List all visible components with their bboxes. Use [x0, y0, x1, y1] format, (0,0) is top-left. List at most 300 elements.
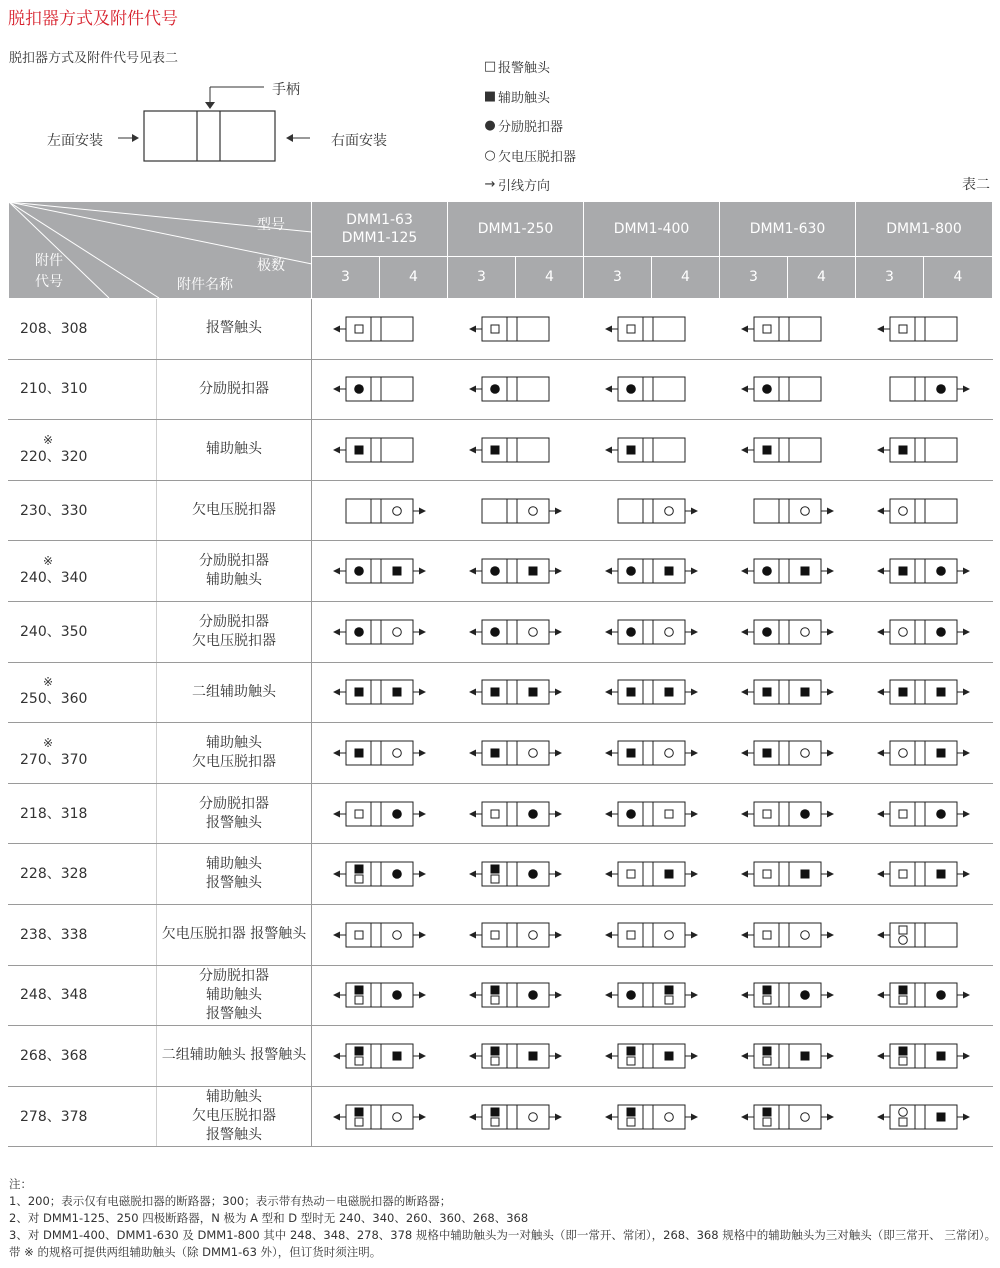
- accessory-code-cell: [9, 601, 157, 662]
- breaker-symbol: [870, 432, 978, 468]
- symbol-cell: [312, 420, 448, 481]
- open-circle-icon: [800, 506, 809, 515]
- accessory-code-cell: [9, 1086, 157, 1147]
- breaker-symbol: [870, 674, 978, 710]
- legend-label: 辅助触头: [498, 90, 551, 106]
- arrow-left-icon: [333, 871, 340, 878]
- symbol-cell: [856, 965, 993, 1026]
- model-name: DMM1-400: [613, 220, 690, 237]
- symbol-cell: [584, 601, 720, 662]
- arrow-left-icon: [605, 446, 612, 453]
- filled-circle-icon: [936, 627, 946, 637]
- pole-count: 3: [312, 256, 380, 298]
- symbol-cell: [584, 783, 720, 844]
- open-square-icon: [899, 1057, 907, 1065]
- open-circle-icon: [392, 1112, 401, 1121]
- arrow-left-icon: [605, 386, 612, 393]
- legend-item: [483, 111, 576, 141]
- filled-circle-icon: [762, 385, 772, 395]
- breaker-symbol: [598, 674, 706, 710]
- accessory-name: 分励脱扣器: [199, 553, 269, 570]
- arrow-left-icon: [469, 749, 476, 756]
- accessory-name: 报警触头: [206, 814, 262, 831]
- arrow-right-icon: [419, 810, 426, 817]
- symbol-cell: [448, 541, 584, 602]
- arrow-right-icon: [963, 1113, 970, 1120]
- accessory-name-cell: [157, 1086, 312, 1147]
- filled-square-icon: [490, 1107, 499, 1116]
- accessory-name: 欠电压脱扣器: [192, 632, 276, 649]
- arrow-left-icon: [605, 810, 612, 817]
- arrow-left-icon: [333, 628, 340, 635]
- arrow-left-icon: [605, 871, 612, 878]
- table-label: 表二: [962, 177, 990, 193]
- arrow-left-icon: [877, 931, 884, 938]
- symbol-cell: [856, 1026, 993, 1087]
- filled-square-icon: [354, 748, 363, 757]
- legend-label: 欠电压脱扣器: [498, 149, 577, 165]
- open-square-icon: [627, 870, 635, 878]
- arrow-right-icon: [555, 1052, 562, 1059]
- arrow-right-icon: [419, 628, 426, 635]
- filled-square-icon: [899, 567, 908, 576]
- breaker-symbol: [734, 735, 842, 771]
- arrow-left-icon: [741, 386, 748, 393]
- table-row: [9, 904, 993, 965]
- accessory-code: 240、350: [20, 623, 88, 640]
- breaker-symbol: [598, 371, 706, 407]
- breaker-symbol: [734, 432, 842, 468]
- symbol-cell: [448, 1086, 584, 1147]
- filled-square-icon: [354, 688, 363, 697]
- accessory-name-cell: [157, 904, 312, 965]
- arrow-left-icon: [741, 446, 748, 453]
- pole-count: 4: [788, 256, 856, 298]
- accessory-name: 辅助触头: [206, 986, 262, 1003]
- filled-square-icon: [528, 688, 537, 697]
- breaker-symbol: [870, 796, 978, 832]
- breaker-symbol: [326, 371, 434, 407]
- breaker-symbol: [870, 735, 978, 771]
- open-square-icon: [627, 325, 635, 333]
- breaker-symbol: [734, 796, 842, 832]
- accessory-name-cell: [157, 480, 312, 541]
- breaker-symbol: [326, 493, 434, 529]
- filled-square-icon: [664, 870, 673, 879]
- filled-circle-icon: [528, 991, 538, 1001]
- accessory-name: 分励脱扣器: [199, 613, 269, 630]
- filled-square-icon: [762, 986, 771, 995]
- arrow-left-icon: [877, 689, 884, 696]
- legend-label: 报警触头: [498, 61, 551, 77]
- model-name: DMM1-63: [346, 211, 413, 228]
- arrow-right-icon: [555, 507, 562, 514]
- open-circle-icon: [528, 506, 537, 515]
- arrow-left-icon: [333, 1052, 340, 1059]
- filled-square-icon: [354, 445, 363, 454]
- accessory-name: 欠电压脱扣器 报警触头: [161, 926, 307, 943]
- breaker-symbol: [326, 614, 434, 650]
- open-square-icon: [763, 1118, 771, 1126]
- filled-circle-icon: [626, 809, 636, 819]
- filled-circle-icon: [626, 385, 636, 395]
- arrow-left-icon: [469, 1113, 476, 1120]
- symbol-cell: [448, 904, 584, 965]
- table-row: [9, 299, 993, 360]
- accessory-code: 228、328: [20, 866, 88, 883]
- breaker-symbol: [734, 1099, 842, 1135]
- arrow-icon: →: [484, 177, 496, 193]
- arrow-left-icon: [333, 689, 340, 696]
- arrow-left-icon: [741, 749, 748, 756]
- symbol-cell: [448, 359, 584, 420]
- mounting-diagram: [0, 0, 480, 190]
- open-square-icon: [355, 875, 363, 883]
- accessory-code: 240、340: [20, 570, 88, 587]
- accessory-name-cell: [157, 601, 312, 662]
- table-row: [9, 601, 993, 662]
- open-square-icon: [491, 325, 499, 333]
- accessory-name: 欠电压脱扣器: [192, 753, 276, 770]
- open-circle-icon: [528, 1112, 537, 1121]
- arrow-left-icon: [469, 386, 476, 393]
- symbol-cell: [584, 299, 720, 360]
- filled-square-icon: [528, 1051, 537, 1060]
- filled-square-icon: [626, 445, 635, 454]
- code-label-2: 代号: [35, 274, 63, 290]
- legend-label: 分励脱扣器: [498, 120, 564, 136]
- filled-circle-icon: [800, 809, 810, 819]
- breaker-symbol: [734, 856, 842, 892]
- filled-square-icon: [354, 986, 363, 995]
- symbol-cell: [312, 965, 448, 1026]
- open-circle-icon: [664, 1112, 673, 1121]
- accessory-code: 220、320: [20, 448, 88, 465]
- arrow-left-icon: [333, 568, 340, 575]
- symbol-legend: [483, 52, 576, 200]
- arrow-left-icon: [605, 689, 612, 696]
- filled-square-icon: [626, 688, 635, 697]
- breaker-symbol: [326, 674, 434, 710]
- arrow-right-icon: [827, 628, 834, 635]
- open-square-icon: [355, 1057, 363, 1065]
- arrow-left-icon: [469, 1052, 476, 1059]
- arrow-right-icon: [827, 1052, 834, 1059]
- accessory-code: 248、348: [20, 987, 88, 1004]
- breaker-symbol: [462, 493, 570, 529]
- arrow-left-icon: [605, 992, 612, 999]
- symbol-cell: [312, 1086, 448, 1147]
- note-line: 带 ※ 的规格可提供两组辅助触头（除 DMM1-63 外），但订货时须注明。: [9, 1245, 382, 1259]
- model-name: DMM1-800: [886, 220, 962, 237]
- open-square-icon: [763, 1057, 771, 1065]
- handle-label: 手柄: [272, 82, 300, 98]
- filled-square-icon: [490, 445, 499, 454]
- symbol-cell: [856, 480, 993, 541]
- open-square-icon: [665, 996, 673, 1004]
- filled-circle-icon: ●: [484, 118, 496, 134]
- model-label: 型号: [257, 217, 285, 233]
- open-square-icon: [665, 810, 673, 818]
- accessory-name: 报警触头: [206, 1005, 262, 1022]
- arrow-right-icon: [963, 386, 970, 393]
- breaker-symbol: [870, 371, 978, 407]
- open-circle-icon: [800, 749, 809, 758]
- filled-square-icon: [490, 865, 499, 874]
- filled-circle-icon: [528, 869, 538, 879]
- filled-circle-icon: [762, 566, 772, 576]
- accessory-code-table: [8, 201, 993, 1147]
- model-header: [720, 202, 856, 257]
- arrow-left-icon: [741, 689, 748, 696]
- arrow-right-icon: [691, 568, 698, 575]
- symbol-cell: [720, 299, 856, 360]
- breaker-symbol: [462, 856, 570, 892]
- table-row: [9, 844, 993, 905]
- open-square-icon: [763, 810, 771, 818]
- breaker-symbol: [598, 493, 706, 529]
- name-label: 附件名称: [177, 277, 233, 293]
- accessory-code-cell: [9, 904, 157, 965]
- filled-square-icon: [664, 567, 673, 576]
- pole-count: 4: [380, 256, 448, 298]
- accessory-name: 报警触头: [206, 1127, 262, 1144]
- accessory-code-cell: [9, 541, 157, 602]
- open-square-icon: [491, 931, 499, 939]
- arrow-left-icon: [877, 568, 884, 575]
- accessory-name: 二组辅助触头 报警触头: [161, 1047, 307, 1064]
- symbol-cell: [856, 662, 993, 723]
- accessory-name: 辅助触头: [206, 441, 262, 458]
- accessory-name-cell: [157, 299, 312, 360]
- accessory-name-cell: [157, 359, 312, 420]
- symbol-cell: [856, 299, 993, 360]
- symbol-cell: [856, 904, 993, 965]
- symbol-cell: [720, 480, 856, 541]
- filled-circle-icon: [626, 627, 636, 637]
- star-mark: ※: [42, 432, 54, 447]
- arrow-left-icon: [333, 992, 340, 999]
- filled-circle-icon: [936, 566, 946, 576]
- accessory-name: 欠电压脱扣器: [192, 502, 276, 519]
- accessory-name: 辅助触头: [206, 734, 262, 751]
- symbol-cell: [448, 965, 584, 1026]
- arrow-left-icon: [333, 810, 340, 817]
- right-mount-label: 右面安装: [331, 133, 387, 149]
- filled-circle-icon: [490, 627, 500, 637]
- arrow-right-icon: [691, 507, 698, 514]
- accessory-name: 报警触头: [206, 320, 262, 337]
- symbol-cell: [720, 965, 856, 1026]
- arrow-left-icon: [469, 871, 476, 878]
- open-square-icon: □: [483, 59, 497, 75]
- accessory-code-cell: [9, 359, 157, 420]
- open-square-icon: [763, 996, 771, 1004]
- accessory-code: 210、310: [20, 381, 88, 398]
- symbol-cell: [312, 601, 448, 662]
- breaker-symbol: [326, 432, 434, 468]
- table-row: [9, 1086, 993, 1147]
- header-corner: [9, 202, 312, 299]
- accessory-code: 238、338: [20, 926, 88, 943]
- breaker-symbol: [870, 977, 978, 1013]
- symbol-cell: [720, 783, 856, 844]
- breaker-symbol: [598, 977, 706, 1013]
- arrow-left-icon: [605, 749, 612, 756]
- poles-label: 极数: [257, 258, 285, 274]
- filled-circle-icon: [800, 991, 810, 1001]
- accessory-code: 278、378: [20, 1108, 88, 1125]
- accessory-name-cell: [157, 723, 312, 784]
- breaker-symbol: [598, 1099, 706, 1135]
- open-circle-icon: [664, 627, 673, 636]
- arrow-left-icon: [469, 568, 476, 575]
- model-header: [448, 202, 584, 257]
- arrow-right-icon: [691, 749, 698, 756]
- breaker-symbol: [326, 553, 434, 589]
- note-line: 注：: [9, 1177, 32, 1191]
- open-square-icon: [355, 996, 363, 1004]
- pole-count: 3: [584, 256, 652, 298]
- filled-square-icon: [490, 1046, 499, 1055]
- arrow-right-icon: [827, 992, 834, 999]
- table-row: [9, 783, 993, 844]
- table-row: [9, 1026, 993, 1087]
- arrow-right-icon: [691, 871, 698, 878]
- arrow-right-icon: [419, 1113, 426, 1120]
- open-circle-icon: [392, 627, 401, 636]
- open-square-icon: [491, 810, 499, 818]
- notes: [9, 1176, 996, 1261]
- filled-square-icon: [354, 1107, 363, 1116]
- open-circle-icon: [800, 930, 809, 939]
- filled-circle-icon: [354, 627, 364, 637]
- table-row: [9, 662, 993, 723]
- filled-square-icon: [800, 567, 809, 576]
- legend-item: [483, 170, 576, 200]
- arrow-left-icon: [877, 992, 884, 999]
- table-row: [9, 965, 993, 1026]
- accessory-name-cell: [157, 420, 312, 481]
- symbol-cell: [720, 541, 856, 602]
- filled-square-icon: [937, 1051, 946, 1060]
- filled-square-icon: [762, 688, 771, 697]
- arrow-left-icon: [741, 1113, 748, 1120]
- arrow-left-icon: [469, 810, 476, 817]
- filled-circle-icon: [528, 809, 538, 819]
- filled-circle-icon: [354, 385, 364, 395]
- arrow-left-icon: [333, 325, 340, 332]
- breaker-symbol: [462, 432, 570, 468]
- arrow-right-icon: [555, 810, 562, 817]
- open-square-icon: [763, 325, 771, 333]
- symbol-cell: [584, 420, 720, 481]
- breaker-symbol: [734, 311, 842, 347]
- breaker-symbol: [462, 735, 570, 771]
- arrow-right-icon: [827, 810, 834, 817]
- breaker-symbol: [462, 614, 570, 650]
- open-circle-icon: [899, 506, 908, 515]
- open-square-icon: [627, 1057, 635, 1065]
- breaker-symbol: [598, 917, 706, 953]
- arrow-left-icon: [741, 1052, 748, 1059]
- open-square-icon: [899, 1118, 907, 1126]
- breaker-symbol: [462, 553, 570, 589]
- page-title: 脱扣器方式及附件代号: [8, 9, 178, 29]
- arrow-left-icon: [877, 507, 884, 514]
- symbol-cell: [584, 1086, 720, 1147]
- open-circle-icon: [899, 935, 908, 944]
- open-circle-icon: [392, 930, 401, 939]
- arrow-left-icon: [877, 1052, 884, 1059]
- arrow-right-icon: [963, 568, 970, 575]
- filled-square-icon: [490, 748, 499, 757]
- filled-square-icon: [626, 1107, 635, 1116]
- arrow-left-icon: [605, 325, 612, 332]
- breaker-symbol: [598, 553, 706, 589]
- arrow-right-icon: [963, 689, 970, 696]
- open-circle-icon: [528, 749, 537, 758]
- symbol-cell: [312, 783, 448, 844]
- breaker-symbol: [870, 1038, 978, 1074]
- open-square-icon: [763, 931, 771, 939]
- breaker-symbol: [598, 432, 706, 468]
- breaker-symbol: [462, 977, 570, 1013]
- arrow-right-icon: [555, 1113, 562, 1120]
- symbol-cell: [312, 662, 448, 723]
- filled-square-icon: [899, 688, 908, 697]
- open-circle-icon: [664, 930, 673, 939]
- arrow-left-icon: [469, 446, 476, 453]
- breaker-symbol: [326, 311, 434, 347]
- symbol-cell: [584, 480, 720, 541]
- open-square-icon: [627, 1118, 635, 1126]
- breaker-symbol: [734, 917, 842, 953]
- open-square-icon: [355, 810, 363, 818]
- symbol-cell: [720, 723, 856, 784]
- arrow-left-icon: [605, 628, 612, 635]
- header-diagonals: [9, 202, 312, 298]
- breaker-symbol: [598, 735, 706, 771]
- open-square-icon: [899, 810, 907, 818]
- accessory-code-cell: [9, 299, 157, 360]
- pole-count: 3: [448, 256, 516, 298]
- accessory-name-cell: [157, 1026, 312, 1087]
- filled-square-icon: ■: [483, 88, 497, 104]
- arrow-right-icon: [691, 992, 698, 999]
- symbol-cell: [720, 1026, 856, 1087]
- arrow-right-icon: [555, 628, 562, 635]
- symbol-cell: [856, 723, 993, 784]
- symbol-cell: [312, 1026, 448, 1087]
- arrow-left-icon: [741, 325, 748, 332]
- accessory-code: 218、318: [20, 805, 88, 822]
- symbol-cell: [312, 359, 448, 420]
- open-square-icon: [899, 870, 907, 878]
- pole-count: 4: [924, 256, 993, 298]
- symbol-cell: [720, 1086, 856, 1147]
- legend-item: [483, 141, 576, 171]
- filled-square-icon: [899, 986, 908, 995]
- filled-square-icon: [490, 688, 499, 697]
- filled-square-icon: [937, 870, 946, 879]
- symbol-cell: [856, 541, 993, 602]
- breaker-symbol: [462, 371, 570, 407]
- symbol-cell: [720, 359, 856, 420]
- breaker-symbol: [734, 493, 842, 529]
- note-line: 2、对 DMM1-125、250 四极断路器，N 极为 A 型和 D 型时无 240、340、260、360、268、368: [9, 1211, 529, 1225]
- table-row: [9, 480, 993, 541]
